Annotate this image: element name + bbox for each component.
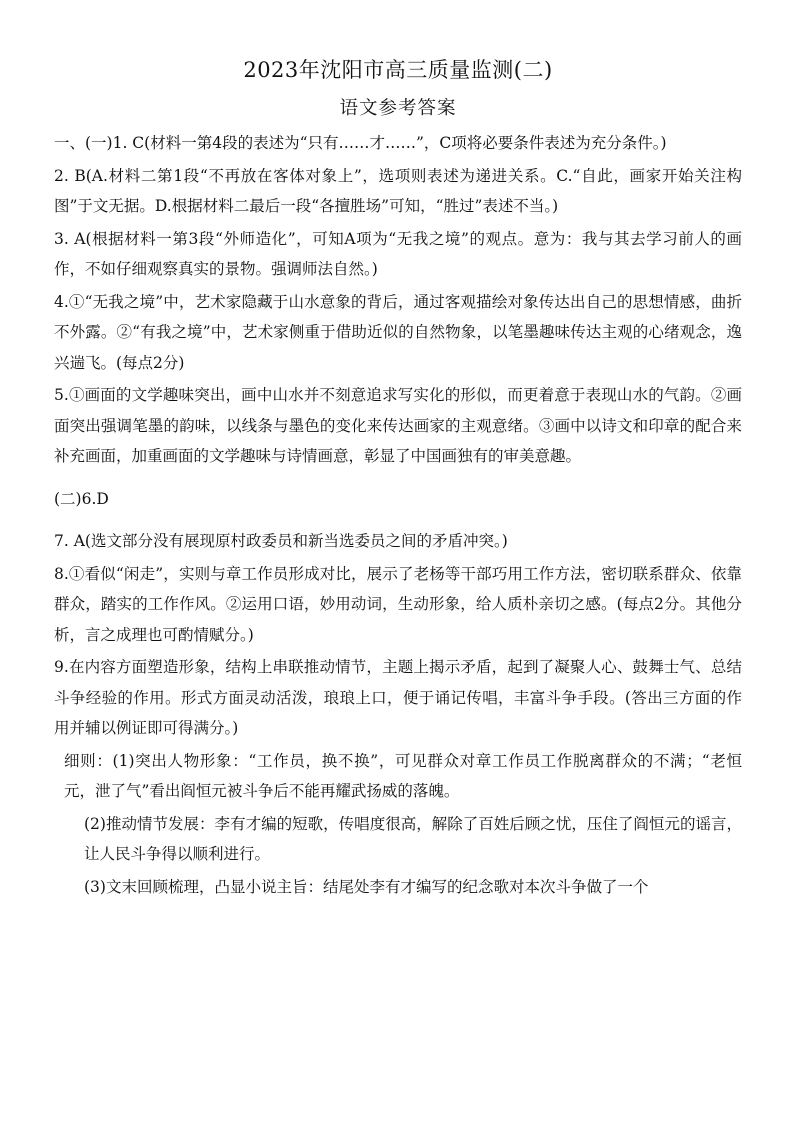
answer-9: 9.在内容方面塑造形象，结构上串联推动情节，主题上揭示矛盾，起到了凝聚人心、鼓舞士气、总结斗争经验的作用。形式方面灵动活泼，琅琅上口，便于诵记传唱，丰富斗争手段。(答出三方面的作用并辅以例证即可得满分。) (54, 658, 742, 737)
answer-5: 5.①画面的文学趣味突出，画中山水并不刻意追求写实化的形似，而更着意于表现山水的气韵。②画面突出强调笔墨的韵味，以线条与墨色的变化来传达画家的主观意绪。③画中以诗文和印章的配合来补充画面，加重画面的文学趣味与诗情画意，彰显了中国画独有的审美意趣。 (54, 386, 742, 465)
answer-3: 3. A(根据材料一第3段“外师造化”，可知A项为“无我之境”的观点。意为：我与其去学习前人的画作，不如仔细观察真实的景物。强调师法自然。) (54, 229, 742, 278)
detail-3: (3)文末回顾梳理，凸显小说主旨：结尾处李有才编写的纪念歌对本次斗争做了一个 (84, 877, 649, 896)
document-subtitle: 语文参考答案 (339, 98, 457, 119)
answer-4: 4.①“无我之境”中，艺术家隐藏于山水意象的背后，通过客观描绘对象传达出自己的思想情感，曲折不外露。②“有我之境”中，艺术家侧重于借助近似的自然物象，以笔墨趣味传达主观的心绪观念，逸兴遄飞。(每点2分) (54, 292, 742, 372)
document-title: 2023年沈阳市高三质量监测(二) (243, 58, 553, 82)
section-2-answer-6: (二)6.D (54, 489, 109, 508)
detail-2: (2)推动情节发展：李有才编的短歌，传唱度很高，解除了百姓后顾之忧，压住了阎恒元的谣言，让人民斗争得以顺利进行。 (84, 814, 742, 863)
detail-1: 细则：(1)突出人物形象：“工作员，换不换”，可见群众对章工作员工作脱离群众的不满；“老恒元，泄了气”看出阎恒元被斗争后不能再耀武扬威的落魄。 (64, 751, 742, 800)
answer-8: 8.①看似“闲走”，实则与章工作员形成对比，展示了老杨等干部巧用工作方法，密切联系群众、依靠群众，踏实的工作作风。②运用口语，妙用动词，生动形象，给人质朴亲切之感。(每点2分。其他分析，言之成理也可酌情赋分。) (54, 564, 742, 644)
answer-2: 2. B(A.材料二第1段“不再放在客体对象上”，选项则表述为递进关系。C.“自此，画家开始关注构图”于文无据。D.根据材料二最后一段“各擅胜场”可知，“胜过”表述不当。) (54, 166, 742, 215)
answer-1: 一、(一)1. C(材料一第4段的表述为“只有……才……”，C项将必要条件表述为充分条件。) (54, 134, 667, 152)
answer-7: 7. A(选文部分没有展现原村政委员和新当选委员之间的矛盾冲突。) (54, 532, 508, 550)
